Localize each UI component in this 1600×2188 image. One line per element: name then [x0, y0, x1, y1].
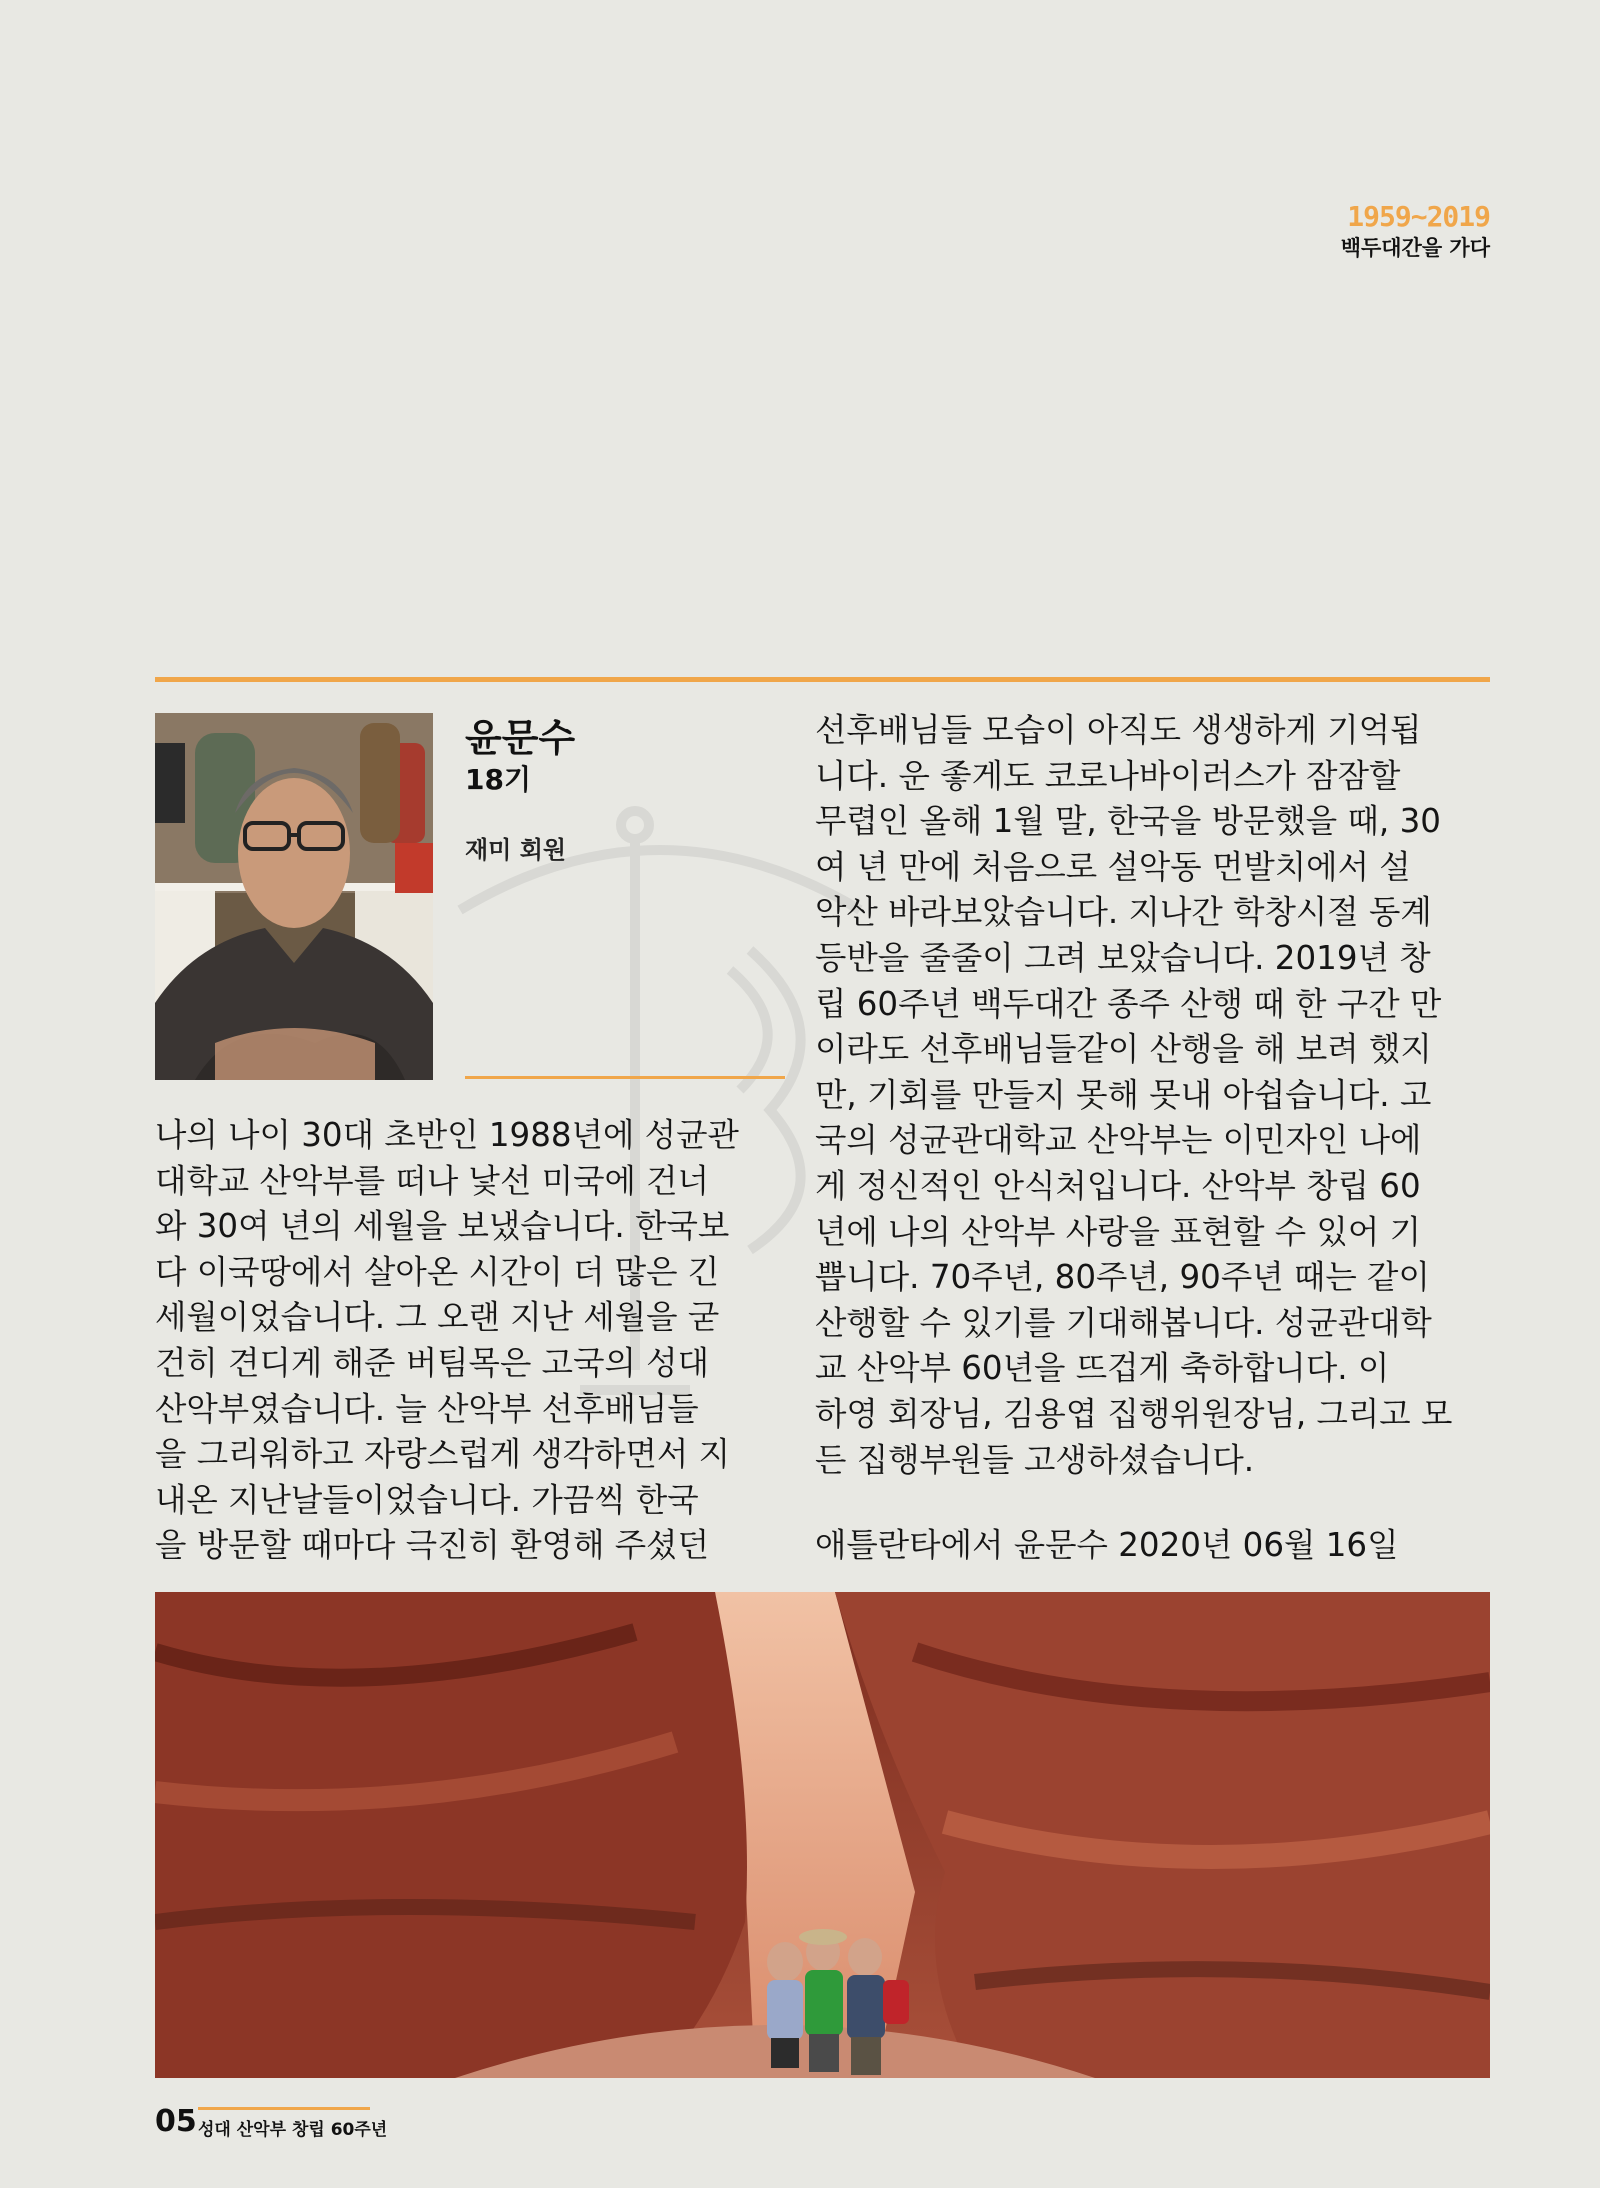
- profile-role: 재미 회원: [465, 836, 567, 864]
- portrait-photo: [155, 713, 433, 1080]
- profile-generation: 18기: [465, 763, 532, 796]
- profile-name: 윤문수: [465, 716, 576, 760]
- profile-divider: [465, 1076, 785, 1079]
- header-subtitle: 백두대간을 가다: [1340, 236, 1490, 260]
- article-text-right: 선후배님들 모습이 아직도 생생하게 기억됩 니다. 운 좋게도 코로나바이러스가 잠잠할 무렵인 올해 1월 말, 한국을 방문했을 때, 30 여 년 만에 처음으로 설악동 먼발치에서 설 악산 바라보았습니다. 지나간 학창시절 동계 등반을 줄줄이 그려 보았습니다. 2019년 창 립 60주년 백두대간 종주 산행 때 한 구간 만 이라도 선후배님들같이 산행을 해 보려 했지 만, 기회를 만들지 못해 못내 아쉽습니다. 고 국의 성균관대학교 산악부는 이민자인 나에 게 정신적인 안식처입니다. 산악부 창립 60 년에 나의 산악부 사랑을 표현할 수 있어 기 쁩니다. 70주년, 80주년, 90주년 때는 같이 산행할 수 있기를 기대해봅니다. 성균관대학 교 산악부 60년을 뜨겁게 축하합니다. 이 하영 회장님, 김용엽 집행위원장님, 그리고 모 든 집행부원들 고생하셨습니다.: [815, 711, 1453, 1479]
- footer-divider: [198, 2107, 370, 2110]
- top-divider: [155, 677, 1490, 682]
- header-year-range: 1959~2019: [1347, 200, 1490, 233]
- article-signoff: 애틀란타에서 윤문수 2020년 06월 16일: [815, 1526, 1399, 1564]
- canyon-photo: [155, 1592, 1490, 2078]
- page-number: 05: [155, 2104, 197, 2139]
- footer-publication: 성대 산악부 창립 60주년: [198, 2120, 388, 2140]
- article-text-left: 나의 나이 30대 초반인 1988년에 성균관 대학교 산악부를 떠나 낯선 미국에 건너 와 30여 년의 세월을 보냈습니다. 한국보 다 이국땅에서 살아온 시간이 더 많은 긴 세월이었습니다. 그 오랜 지난 세월을 굳 건히 견디게 해준 버팀목은 고국의 성대 산악부였습니다. 늘 산악부 선후배님들 을 그리워하고 자랑스럽게 생각하면서 지 내온 지난날들이었습니다. 가끔씩 한국 을 방문할 때마다 극진히 환영해 주셨던: [155, 1116, 739, 1565]
